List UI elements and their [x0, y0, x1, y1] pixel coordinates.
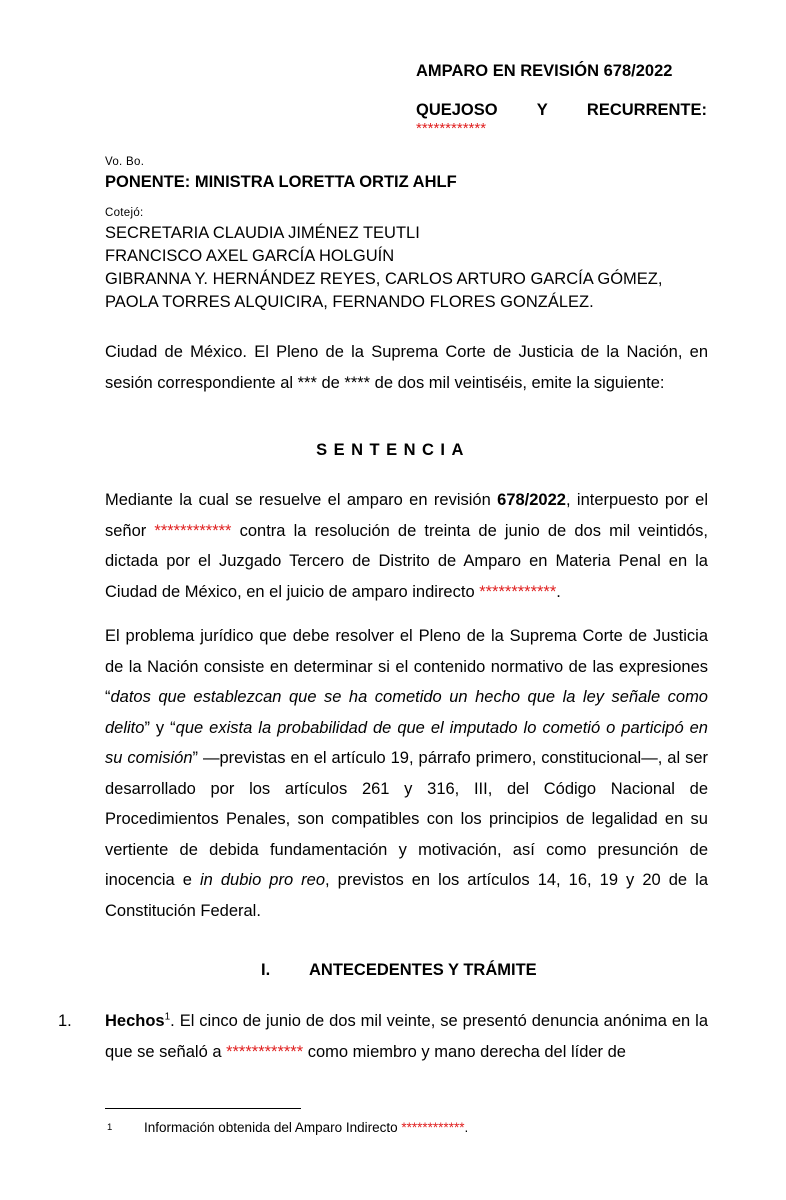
- case-number: AMPARO EN REVISIÓN 678/2022: [416, 62, 673, 80]
- redacted-number: ************: [479, 582, 557, 601]
- italic-quote: que exista la probabilidad de que el imputado lo cometió o participó en su comisión: [105, 718, 708, 767]
- footnote-reference[interactable]: 1: [164, 1011, 171, 1023]
- text-run: ” y “: [144, 718, 176, 737]
- cotejo-names: [105, 222, 662, 314]
- quejoso-word: QUEJOSO: [416, 101, 498, 119]
- section-number: I.: [261, 961, 271, 979]
- mediante-paragraph: [105, 485, 708, 607]
- text-run: .: [464, 1120, 469, 1135]
- cotejo-line: GIBRANNA Y. HERNÁNDEZ REYES, CARLOS ARTURO GARCÍA GÓMEZ,: [105, 270, 663, 288]
- cotejo-label: Cotejó:: [105, 207, 144, 219]
- text-run: .: [556, 582, 561, 601]
- text-run: . El cinco de junio de dos mil veinte, se presentó denuncia anónima en la que se señaló a: [105, 1012, 708, 1061]
- redacted-name: ************: [226, 1042, 304, 1061]
- hechos-label: Hechos: [105, 1012, 165, 1030]
- cotejo-line: PAOLA TORRES ALQUICIRA, FERNANDO FLORES GONZÁLEZ.: [105, 293, 594, 311]
- text-run: , previstos en los artículos 14, 16, 19 y 20 de la Constitución Federal.: [105, 871, 708, 920]
- italic-quote: datos que establezcan que se ha cometido un hecho que la ley señale como delito: [105, 688, 708, 737]
- quejoso-label: [416, 101, 707, 120]
- text-run: ” —previstas en el artículo 19, párrafo primero, constitucional—, al ser desarrollado por los artículos 261 y 316, III, del Código Nacional de Procedimientos Penales, son compatibles con los principios de legalidad en su vertiente de debida fundamentación y motivación, así como presunción de inocencia e: [105, 749, 708, 889]
- sentencia-title: SENTENCIA: [316, 441, 470, 459]
- vobo-label: Vo. Bo.: [105, 156, 145, 168]
- text-run: como miembro y mano derecha del líder de: [303, 1042, 626, 1061]
- ponente-line: PONENTE: MINISTRA LORETTA ORTIZ AHLF: [105, 173, 457, 191]
- problema-paragraph: [105, 621, 708, 926]
- cotejo-line: FRANCISCO AXEL GARCÍA HOLGUÍN: [105, 247, 395, 265]
- section-title: ANTECEDENTES Y TRÁMITE: [309, 961, 537, 979]
- footnote-text: [144, 1120, 468, 1135]
- text-run: contra la resolución de treinta de junio de dos mil veintidós, dictada por el Juzgado Tercero de Distrito de Amparo en Materia Penal en la Ciudad de México, en el juicio de amparo indirecto: [105, 521, 709, 601]
- hechos-paragraph: [105, 1006, 708, 1067]
- quejoso-redacted-name: ************: [416, 120, 487, 137]
- redacted-number: ************: [401, 1120, 465, 1135]
- italic-latin: in dubio pro reo: [199, 871, 326, 889]
- intro-paragraph: Ciudad de México. El Pleno de la Suprema Corte de Justicia de la Nación, en sesión correspondiente al *** de **** de dos mil veintiséis, emite la siguiente:: [105, 343, 708, 392]
- redacted-name: ************: [154, 521, 232, 540]
- footnote-divider: [105, 1108, 301, 1109]
- item-number: 1.: [58, 1012, 72, 1030]
- quejoso-word: Y: [536, 101, 548, 119]
- text-run: , interpuesto por el señor: [105, 491, 708, 540]
- text-run: Mediante la cual se resuelve el amparo en revisión: [105, 491, 498, 509]
- case-number-bold: 678/2022: [497, 491, 566, 509]
- cotejo-line: SECRETARIA CLAUDIA JIMÉNEZ TEUTLI: [105, 224, 420, 242]
- text-run: El problema jurídico que debe resolver el Pleno de la Suprema Corte de Justicia de la Nación consiste en determinar si el contenido normativo de las expresiones “: [105, 627, 708, 706]
- quejoso-word: RECURRENTE:: [586, 101, 707, 119]
- text-run: Información obtenida del Amparo Indirecto: [144, 1120, 402, 1135]
- footnote-number: 1: [107, 1122, 113, 1133]
